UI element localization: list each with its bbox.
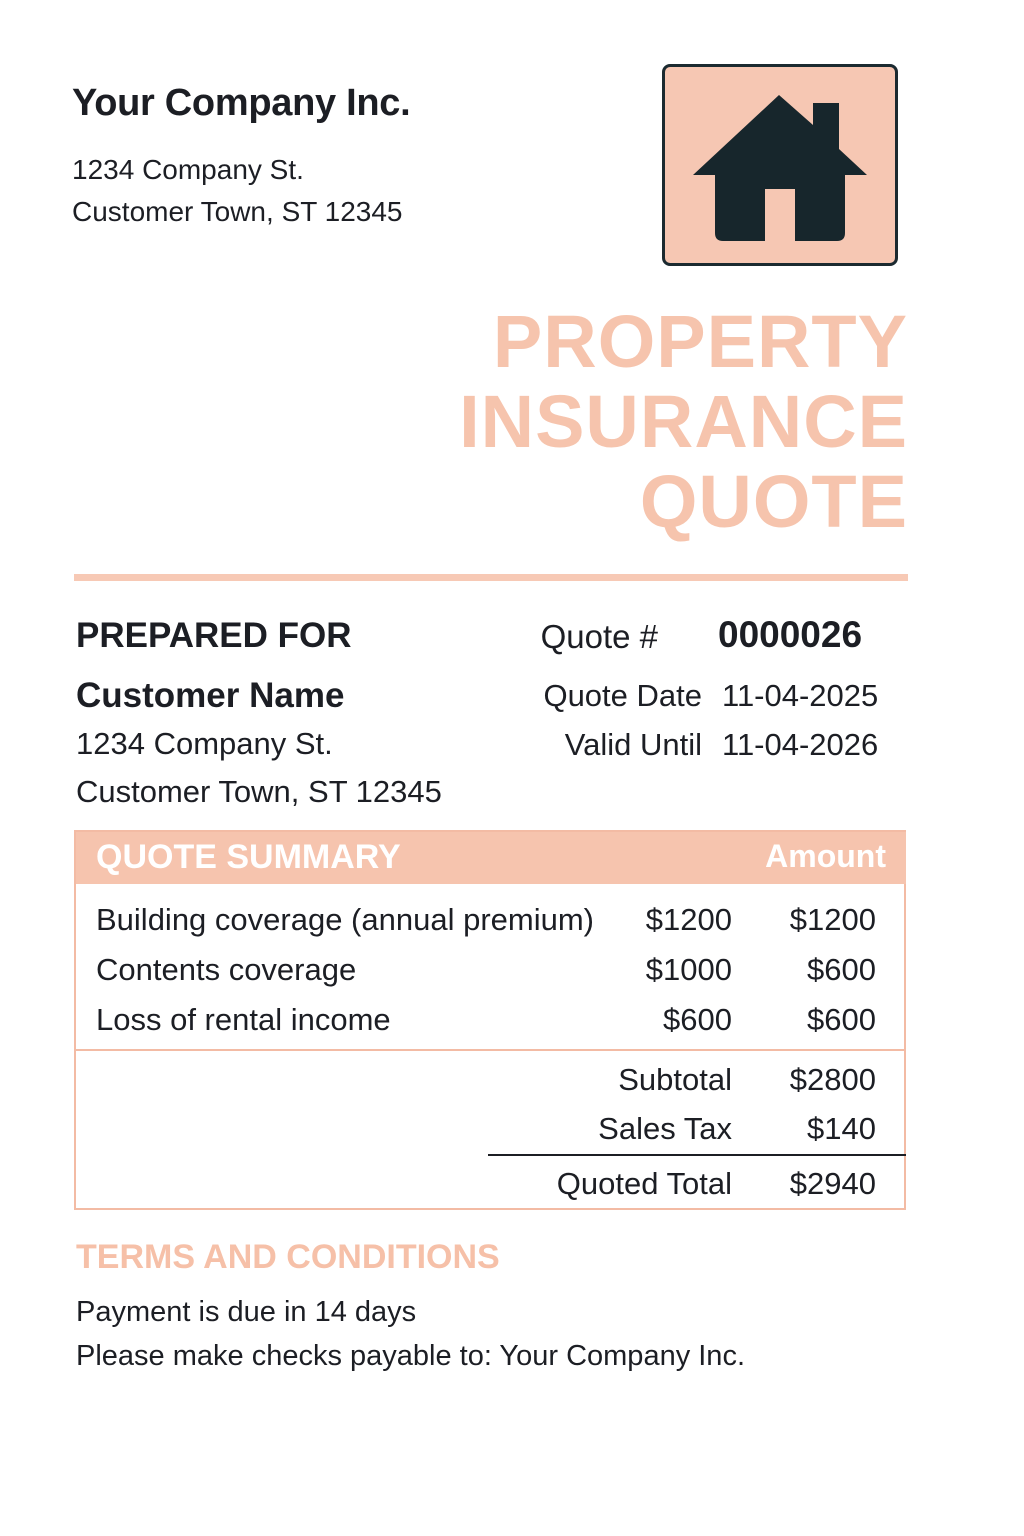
title-line3: QUOTE: [639, 460, 908, 543]
company-logo: [662, 64, 898, 266]
valid-until-label: Valid Until: [564, 727, 702, 762]
sales-tax-value: $140: [807, 1111, 876, 1146]
table-row-price: $600: [663, 1002, 732, 1037]
table-row-amount: $1200: [789, 902, 876, 937]
quote-number: 0000026: [718, 614, 863, 655]
table-row-label: Contents coverage: [96, 952, 357, 987]
house-icon: [665, 67, 895, 263]
document-title: [459, 302, 908, 542]
table-row-price: $1000: [645, 952, 732, 987]
sales-tax-label: Sales Tax: [598, 1111, 732, 1146]
table-row-label: Building coverage (annual premium): [96, 902, 594, 937]
table-row-label: Loss of rental income: [96, 1002, 391, 1037]
table-row-amount: $600: [807, 952, 876, 987]
prepared-for-label: PREPARED FOR: [76, 616, 352, 655]
company-address-line1: 1234 Company St.: [72, 154, 304, 185]
quoted-total-label: Quoted Total: [556, 1166, 732, 1201]
customer-name: Customer Name: [76, 676, 345, 715]
company-name: Your Company Inc.: [72, 82, 411, 124]
table-row-price: $1200: [645, 902, 732, 937]
subtotal-label: Subtotal: [618, 1062, 732, 1097]
quote-date: 11-04-2025: [722, 678, 879, 713]
valid-until: 11-04-2026: [722, 727, 879, 762]
title-line1: PROPERTY: [492, 300, 908, 383]
quote-date-label: Quote Date: [543, 678, 702, 713]
table-row-amount: $600: [807, 1002, 876, 1037]
customer-address-line1: 1234 Company St.: [76, 726, 333, 761]
subtotal-value: $2800: [789, 1062, 876, 1097]
terms-line: Please make checks payable to: Your Company Inc.: [76, 1340, 745, 1372]
accent-divider: [74, 574, 908, 581]
terms-title: TERMS AND CONDITIONS: [76, 1238, 500, 1276]
customer-address-line2: Customer Town, ST 12345: [76, 774, 442, 809]
total-divider: [488, 1154, 906, 1156]
summary-divider: [76, 1049, 906, 1051]
title-line2: INSURANCE: [459, 380, 908, 463]
summary-header-title: QUOTE SUMMARY: [96, 838, 401, 876]
terms-line: Payment is due in 14 days: [76, 1296, 417, 1328]
quoted-total-value: $2940: [789, 1166, 876, 1201]
quote-number-label: Quote #: [540, 618, 658, 655]
company-address-line2: Customer Town, ST 12345: [72, 196, 403, 227]
summary-header-amount: Amount: [765, 838, 886, 874]
